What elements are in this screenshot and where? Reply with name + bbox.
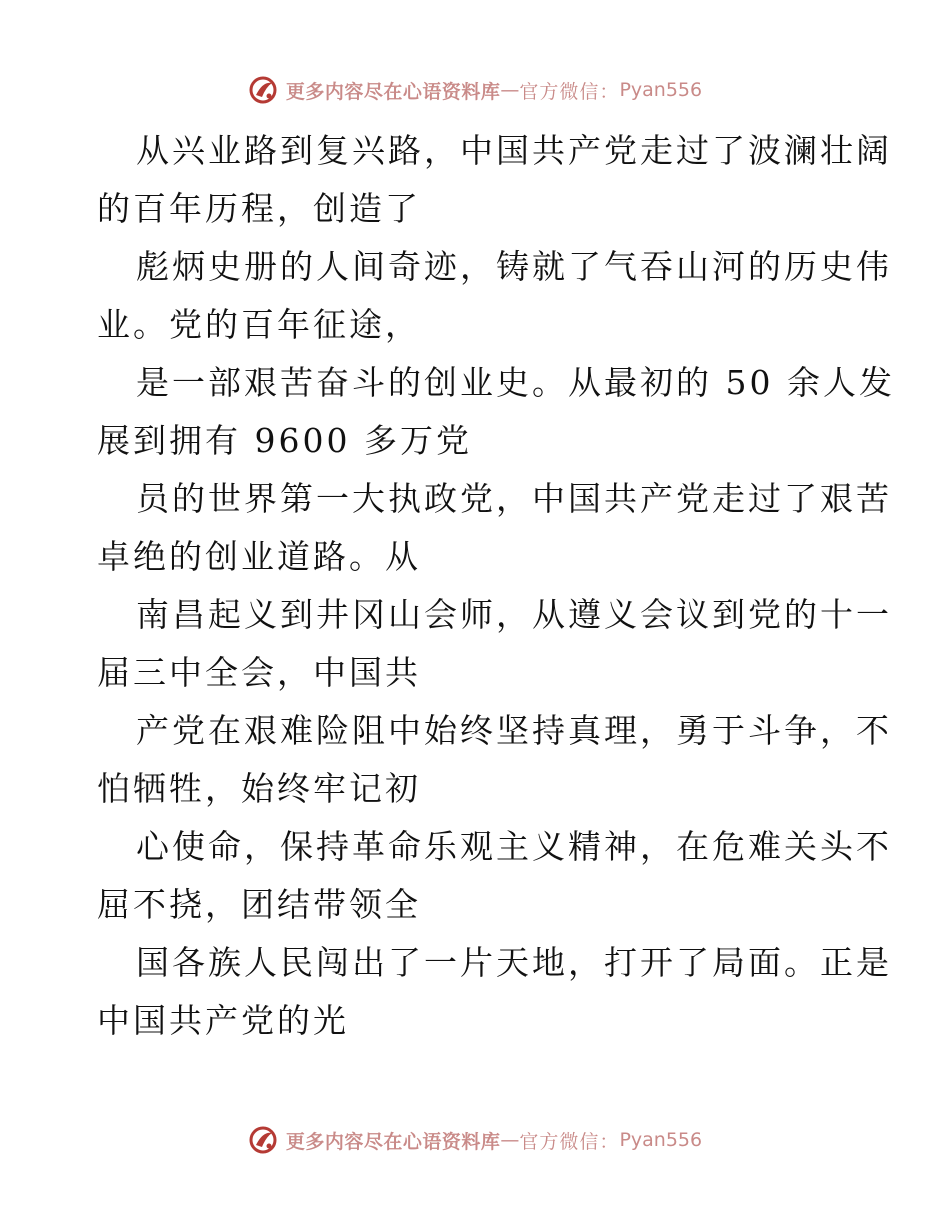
brand-logo-icon — [248, 1125, 278, 1155]
paragraph-line: 届三中全会，中国共 — [97, 653, 421, 692]
footer-wechat-id: Pyan556 — [619, 1129, 703, 1151]
footer-brand-text: 更多内容尽在心语资料库 — [285, 1130, 501, 1153]
paragraph-line: 国各族人民闯出了一片天地，打开了局面。正是 — [136, 943, 892, 982]
paragraph-line: 从兴业路到复兴路，中国共产党走过了波澜壮阔 — [136, 131, 892, 170]
paragraph — [0, 122, 950, 238]
header-banner — [0, 72, 950, 108]
brand-logo-icon — [248, 75, 278, 105]
paragraph-line: 南昌起义到井冈山会师，从遵义会议到党的十一 — [136, 595, 892, 634]
paragraph-line: 卓绝的创业道路。从 — [97, 537, 421, 576]
paragraph — [0, 354, 950, 470]
footer-banner — [0, 1122, 950, 1158]
paragraph — [0, 586, 950, 702]
paragraph-line: 产党在艰难险阻中始终坚持真理，勇于斗争，不 — [136, 711, 892, 750]
header-brand-text: 更多内容尽在心语资料库 — [285, 80, 501, 103]
footer-dash: — — [500, 1129, 520, 1151]
paragraph-line: 是一部艰苦奋斗的创业史。从最初的 50 余人发 — [136, 363, 895, 402]
paragraph — [0, 470, 950, 586]
paragraph-line: 怕牺牲，始终牢记初 — [97, 769, 421, 808]
paragraph-line: 员的世界第一大执政党，中国共产党走过了艰苦 — [136, 479, 892, 518]
header-dash: — — [500, 79, 520, 101]
paragraph-line: 中国共产党的光 — [97, 1001, 349, 1040]
paragraph-line: 心使命，保持革命乐观主义精神，在危难关头不 — [136, 827, 892, 866]
paragraph-line: 彪炳史册的人间奇迹，铸就了气吞山河的历史伟 — [136, 247, 892, 286]
document-body — [0, 122, 950, 1050]
paragraph — [0, 238, 950, 354]
paragraph — [0, 702, 950, 818]
paragraph — [0, 934, 950, 1050]
paragraph-line: 展到拥有 9600 多万党 — [97, 421, 472, 460]
paragraph — [0, 818, 950, 934]
paragraph-line: 屈不挠，团结带领全 — [97, 885, 421, 924]
footer-wechat-label: 官方微信： — [519, 1130, 620, 1153]
header-wechat-id: Pyan556 — [619, 79, 703, 101]
paragraph-line: 的百年历程，创造了 — [97, 189, 421, 228]
header-wechat-label: 官方微信： — [519, 80, 620, 103]
paragraph-line: 业。党的百年征途， — [97, 305, 421, 344]
